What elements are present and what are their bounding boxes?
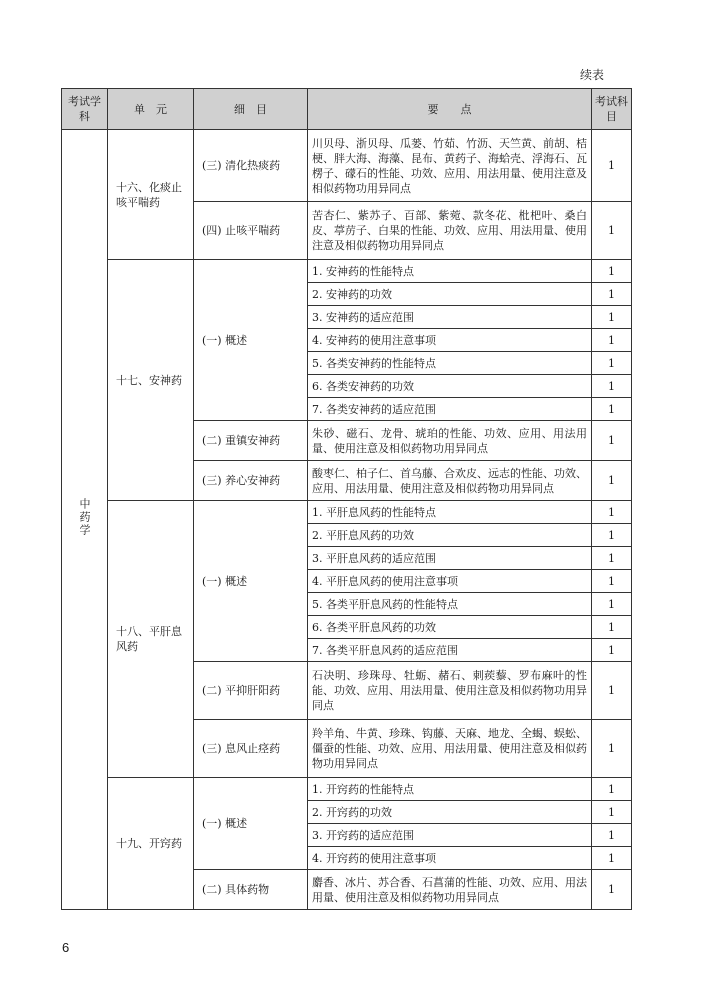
points-cell: 3. 开窍药的适应范围 — [308, 824, 592, 847]
exam-cell: 1 — [592, 593, 632, 616]
exam-cell: 1 — [592, 570, 632, 593]
detail-cell: (三) 养心安神药 — [194, 461, 308, 501]
syllabus-table — [61, 88, 632, 910]
exam-cell: 1 — [592, 130, 632, 202]
points-cell: 2. 平肝息风药的功效 — [308, 524, 592, 547]
exam-cell: 1 — [592, 639, 632, 662]
detail-cell: (一) 概述 — [194, 778, 308, 870]
points-cell: 7. 各类安神药的适应范围 — [308, 398, 592, 421]
header-detail: 细 目 — [194, 89, 308, 130]
header-subject: 考试学科 — [62, 89, 108, 130]
exam-cell: 1 — [592, 524, 632, 547]
exam-cell: 1 — [592, 202, 632, 260]
detail-cell: (四) 止咳平喘药 — [194, 202, 308, 260]
exam-cell: 1 — [592, 720, 632, 778]
points-cell: 6. 各类平肝息风药的功效 — [308, 616, 592, 639]
points-cell: 7. 各类平肝息风药的适应范围 — [308, 639, 592, 662]
points-cell: 4. 平肝息风药的使用注意事项 — [308, 570, 592, 593]
detail-cell: (三) 清化热痰药 — [194, 130, 308, 202]
points-cell: 2. 开窍药的功效 — [308, 801, 592, 824]
points-cell: 2. 安神药的功效 — [308, 283, 592, 306]
page-number: 6 — [62, 940, 70, 955]
header-points: 要 点 — [308, 89, 592, 130]
detail-cell: (二) 具体药物 — [194, 870, 308, 910]
detail-cell: (一) 概述 — [194, 260, 308, 421]
exam-cell: 1 — [592, 260, 632, 283]
points-cell: 3. 平肝息风药的适应范围 — [308, 547, 592, 570]
points-cell: 酸枣仁、柏子仁、首乌藤、合欢皮、远志的性能、功效、应用、用法用量、使用注意及相似药物功用异同点 — [308, 461, 592, 501]
exam-cell: 1 — [592, 501, 632, 524]
points-cell: 1. 开窍药的性能特点 — [308, 778, 592, 801]
header-row — [62, 89, 632, 130]
detail-cell: (一) 概述 — [194, 501, 308, 662]
points-cell: 1. 安神药的性能特点 — [308, 260, 592, 283]
unit-cell: 十六、化痰止咳平喘药 — [108, 130, 194, 260]
points-cell: 羚羊角、牛黄、珍珠、钩藤、天麻、地龙、全蝎、蜈蚣、僵蚕的性能、功效、应用、用法用量、使用注意及相似药物功用异同点 — [308, 720, 592, 778]
exam-cell: 1 — [592, 801, 632, 824]
points-cell: 4. 安神药的使用注意事项 — [308, 329, 592, 352]
exam-cell: 1 — [592, 662, 632, 720]
exam-cell: 1 — [592, 329, 632, 352]
exam-cell: 1 — [592, 824, 632, 847]
table-row — [62, 778, 632, 801]
exam-cell: 1 — [592, 352, 632, 375]
points-cell: 苦杏仁、紫苏子、百部、紫菀、款冬花、枇杷叶、桑白皮、葶苈子、白果的性能、功效、应用、用法用量、使用注意及相似药物功用异同点 — [308, 202, 592, 260]
points-cell: 3. 安神药的适应范围 — [308, 306, 592, 329]
header-exam: 考试科目 — [592, 89, 632, 130]
points-cell: 朱砂、磁石、龙骨、琥珀的性能、功效、应用、用法用量、使用注意及相似药物功用异同点 — [308, 421, 592, 461]
exam-cell: 1 — [592, 616, 632, 639]
exam-cell: 1 — [592, 461, 632, 501]
table-body — [62, 130, 632, 910]
exam-cell: 1 — [592, 547, 632, 570]
exam-cell: 1 — [592, 283, 632, 306]
table-row — [62, 260, 632, 283]
exam-cell: 1 — [592, 421, 632, 461]
unit-cell: 十九、开窍药 — [108, 778, 194, 910]
points-cell: 5. 各类安神药的性能特点 — [308, 352, 592, 375]
unit-cell: 十七、安神药 — [108, 260, 194, 501]
points-cell: 1. 平肝息风药的性能特点 — [308, 501, 592, 524]
table-row — [62, 501, 632, 524]
exam-cell: 1 — [592, 306, 632, 329]
subject-cell — [62, 130, 108, 910]
table-row — [62, 130, 632, 202]
points-cell: 5. 各类平肝息风药的性能特点 — [308, 593, 592, 616]
points-cell: 川贝母、浙贝母、瓜蒌、竹茹、竹沥、天竺黄、前胡、桔梗、胖大海、海藻、昆布、黄药子、海蛤壳、浮海石、瓦楞子、礞石的性能、功效、应用、用法用量、使用注意及相似药物功用异同点 — [308, 130, 592, 202]
continued-label: 续表 — [580, 68, 605, 82]
points-cell: 6. 各类安神药的功效 — [308, 375, 592, 398]
points-cell: 麝香、冰片、苏合香、石菖蒲的性能、功效、应用、用法用量、使用注意及相似药物功用异同点 — [308, 870, 592, 910]
header-unit: 单 元 — [108, 89, 194, 130]
detail-cell: (二) 平抑肝阳药 — [194, 662, 308, 720]
exam-cell: 1 — [592, 847, 632, 870]
exam-cell: 1 — [592, 870, 632, 910]
subject-label: 中药学 — [78, 498, 91, 537]
exam-cell: 1 — [592, 375, 632, 398]
detail-cell: (二) 重镇安神药 — [194, 421, 308, 461]
points-cell: 4. 开窍药的使用注意事项 — [308, 847, 592, 870]
points-cell: 石决明、珍珠母、牡蛎、赭石、刺蒺藜、罗布麻叶的性能、功效、应用、用法用量、使用注意及相似药物功用异同点 — [308, 662, 592, 720]
unit-cell: 十八、平肝息风药 — [108, 501, 194, 778]
detail-cell: (三) 息风止痉药 — [194, 720, 308, 778]
exam-cell: 1 — [592, 398, 632, 421]
exam-cell: 1 — [592, 778, 632, 801]
